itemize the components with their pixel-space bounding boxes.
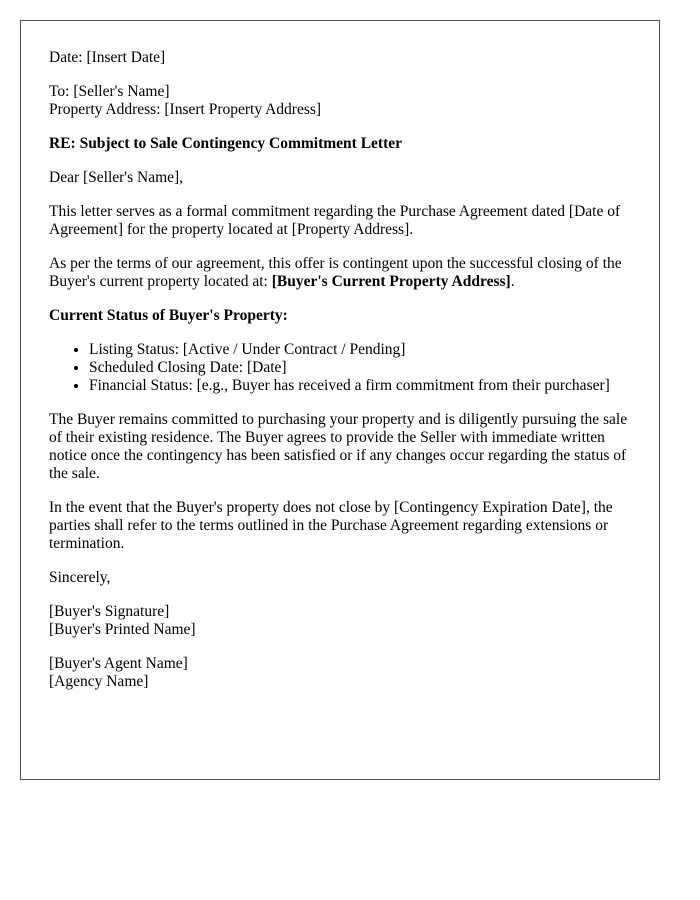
salutation: Dear [Seller's Name], bbox=[49, 169, 184, 186]
recipient-block bbox=[49, 83, 631, 119]
recipient-line: To: [Seller's Name] bbox=[49, 83, 170, 100]
status-heading: Current Status of Buyer's Property: bbox=[49, 307, 288, 324]
status-item-closing-date: • Scheduled Closing Date: [Date] bbox=[89, 359, 631, 377]
agent-block bbox=[49, 655, 631, 691]
paragraph-contingency-text: As per the terms of our agreement, this offer is contingent upon the successful closing of the Buyer's current property located at: bbox=[49, 255, 622, 290]
date-line: Date: [Insert Date] bbox=[49, 49, 166, 66]
agency-name: [Agency Name] bbox=[49, 673, 149, 690]
buyer-current-property-address: [Buyer's Current Property Address] bbox=[271, 273, 511, 290]
paragraph-commitment: The Buyer remains committed to purchasing your property and is diligently pursuing the sale of their existing residence. The Buyer agrees to provide the Seller with immediate written notice once the contingency has been satisfied or if any changes occur regarding the status of the sale. bbox=[49, 411, 628, 482]
status-list bbox=[49, 341, 631, 395]
buyer-signature: [Buyer's Signature] bbox=[49, 603, 170, 620]
paragraph-expiration: In the event that the Buyer's property does not close by [Contingency Expiration Date], the parties shall refer to the terms outlined in the Purchase Agreement regarding extensions or termination. bbox=[49, 499, 613, 552]
buyer-printed-name: [Buyer's Printed Name] bbox=[49, 621, 196, 638]
closing: Sincerely, bbox=[49, 569, 111, 586]
buyer-signature-block bbox=[49, 603, 631, 639]
property-address-line: Property Address: [Insert Property Address] bbox=[49, 101, 322, 118]
status-item-listing: • Listing Status: [Active / Under Contract / Pending] bbox=[89, 341, 631, 359]
agent-name: [Buyer's Agent Name] bbox=[49, 655, 188, 672]
letter-document bbox=[20, 20, 660, 780]
status-item-financial: • Financial Status: [e.g., Buyer has received a firm commitment from their purchaser] bbox=[89, 377, 631, 395]
subject-line: RE: Subject to Sale Contingency Commitment Letter bbox=[49, 135, 402, 152]
paragraph-intro: This letter serves as a formal commitment regarding the Purchase Agreement dated [Date of Agreement] for the property located at [Property Address]. bbox=[49, 203, 621, 238]
paragraph-contingency bbox=[49, 255, 631, 291]
paragraph-contingency-end: . bbox=[510, 273, 515, 290]
